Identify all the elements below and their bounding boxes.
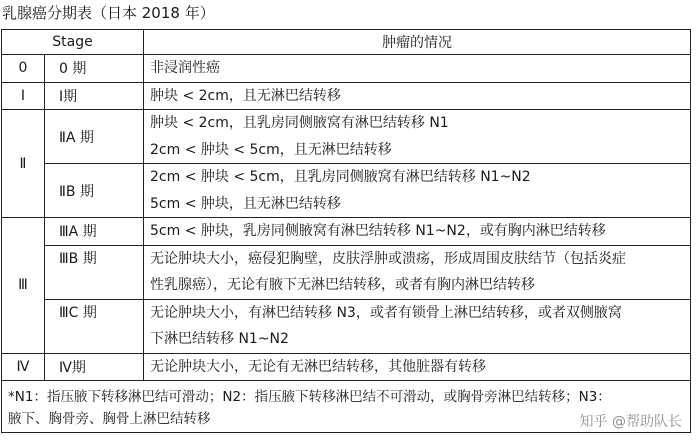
- table-row: [2, 164, 691, 218]
- condition-header: 肿瘤的情况: [144, 30, 691, 55]
- substage-cell: ⅡA 期: [45, 110, 144, 164]
- table-row: [2, 55, 691, 83]
- table-title: 乳腺癌分期表（日本 2018 年）: [2, 4, 215, 22]
- stage-cell: Ⅳ: [2, 353, 45, 381]
- description-line: 2cm < 肿块 < 5cm，且乳房同侧腋窝有淋巴结转移 N1~N2: [150, 169, 531, 185]
- description-line: 无论肿块大小，有淋巴结转移 N3，或者有锁骨上淋巴结转移，或者双侧腋窝: [150, 304, 622, 321]
- stage-header: Stage: [2, 30, 144, 55]
- substage-cell: ⅢC 期: [45, 299, 144, 353]
- substage-cell: 0 期: [45, 55, 144, 83]
- table-row: [2, 218, 691, 246]
- stage-cell: 0: [2, 55, 45, 83]
- description-cell: [144, 245, 691, 299]
- table-row: [2, 82, 691, 110]
- stage-cell: Ⅰ: [2, 82, 45, 110]
- table-row: [2, 353, 691, 381]
- substage-cell: ⅢA 期: [45, 218, 144, 246]
- header-row: [2, 30, 691, 55]
- description-line: 下淋巴结转移 N1~N2: [150, 331, 289, 347]
- footnote-line: 腋下、胸骨旁、胸骨上淋巴结转移: [8, 411, 211, 427]
- description-cell: [144, 164, 691, 218]
- description-cell: 无论肿块大小，无论有无淋巴结转移，其他脏器有转移: [144, 353, 691, 381]
- description-cell: 肿块 < 2cm，且无淋巴结转移: [144, 82, 691, 110]
- description-line: 肿块 < 2cm，且乳房同侧腋窝有淋巴结转移 N1: [150, 115, 449, 131]
- watermark: 知乎 @帮助队长: [580, 411, 682, 431]
- description-line: 5cm < 肿块，且无淋巴结转移: [150, 195, 341, 212]
- stage-cell: Ⅲ: [2, 218, 45, 354]
- description-cell: [144, 110, 691, 164]
- footnote-line: *N1：指压腋下转移淋巴结可滑动；N2：指压腋下转移淋巴结不可滑动，或胸骨旁淋巴结转移；N3：: [8, 389, 611, 405]
- substage-cell: Ⅳ期: [45, 353, 144, 381]
- description-cell: 非浸润性癌: [144, 55, 691, 83]
- substage-cell: ⅢB 期: [45, 245, 144, 299]
- description-cell: [144, 299, 691, 353]
- description-line: 2cm < 肿块 < 5cm，且无淋巴结转移: [150, 141, 392, 158]
- description-line: 性乳腺癌），无论有腋下无淋巴结转移，或者有胸内淋巴结转移: [150, 277, 535, 293]
- description-line: 无论肿块大小，癌侵犯胸壁，皮肤浮肿或溃疡，形成周围皮肤结节（包括炎症: [150, 250, 626, 267]
- table-row: [2, 110, 691, 164]
- description-cell: 5cm < 肿块，乳房同侧腋窝有淋巴结转移 N1~N2，或有胸内淋巴结转移: [144, 218, 691, 246]
- staging-table: [1, 29, 691, 433]
- substage-cell: ⅡB 期: [45, 164, 144, 218]
- table-row: [2, 245, 691, 299]
- stage-cell: Ⅱ: [2, 110, 45, 218]
- substage-cell: Ⅰ期: [45, 82, 144, 110]
- table-row: [2, 299, 691, 353]
